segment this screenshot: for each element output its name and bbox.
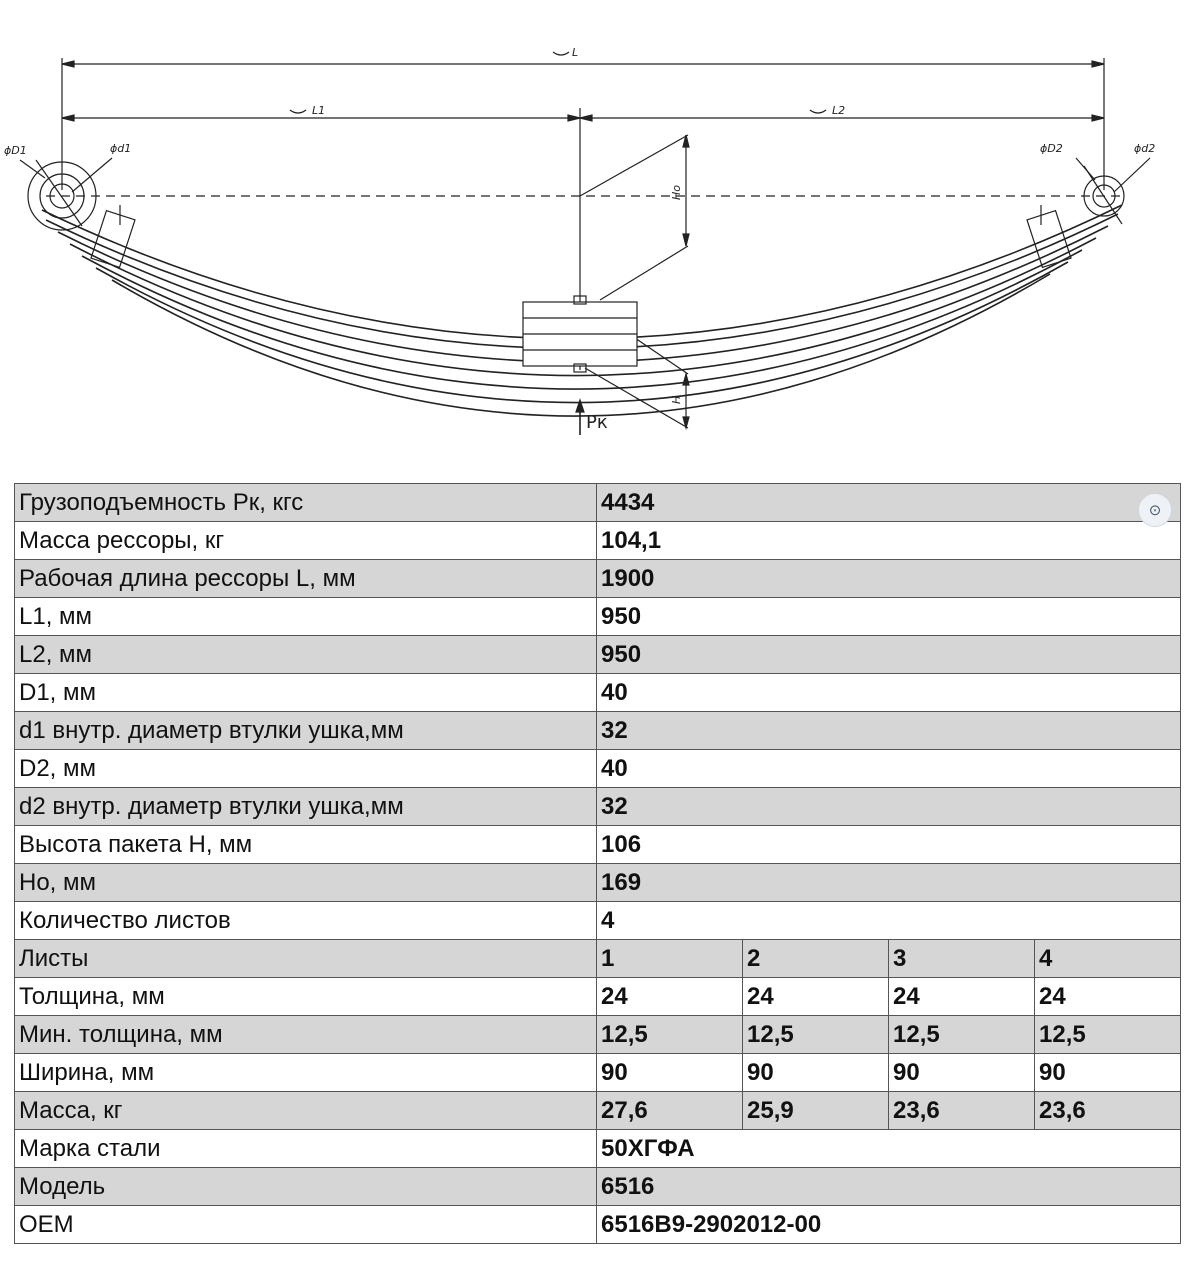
spec-value: 25,9	[743, 1092, 889, 1130]
spec-value: 950	[597, 636, 1181, 674]
spec-value: 6516В9-2902012-00	[597, 1206, 1181, 1244]
spec-label: d2 внутр. диаметр втулки ушка,мм	[15, 788, 597, 826]
spec-value: 12,5	[1035, 1016, 1181, 1054]
spec-label: D2, мм	[15, 750, 597, 788]
spec-value: 104,1	[597, 522, 1181, 560]
spec-value: 24	[1035, 978, 1181, 1016]
spec-value: 90	[597, 1054, 743, 1092]
spec-value: 4	[1035, 940, 1181, 978]
table-row	[15, 826, 1181, 864]
spec-value: 169	[597, 864, 1181, 902]
spec-value: 50ХГФА	[597, 1130, 1181, 1168]
spec-value: 90	[743, 1054, 889, 1092]
spec-value: 1900	[597, 560, 1181, 598]
spec-value: 32	[597, 788, 1181, 826]
table-row	[15, 712, 1181, 750]
table-row	[15, 902, 1181, 940]
spec-value: 90	[889, 1054, 1035, 1092]
spec-label: d1 внутр. диаметр втулки ушка,мм	[15, 712, 597, 750]
spec-value: 4434	[597, 484, 1181, 522]
spec-label: L2, мм	[15, 636, 597, 674]
spec-label: Марка стали	[15, 1130, 597, 1168]
spec-label: Листы	[15, 940, 597, 978]
table-row	[15, 636, 1181, 674]
leaf-spring-drawing	[0, 0, 1200, 470]
spec-value: 40	[597, 750, 1181, 788]
spec-value: 2	[743, 940, 889, 978]
spec-value: 23,6	[889, 1092, 1035, 1130]
label-L: L	[572, 46, 579, 59]
table-row	[15, 864, 1181, 902]
spec-label: D1, мм	[15, 674, 597, 712]
spec-value: 1	[597, 940, 743, 978]
spec-value: 6516	[597, 1168, 1181, 1206]
table-row	[15, 940, 1181, 978]
spec-label: Масса рессоры, кг	[15, 522, 597, 560]
spec-label: L1, мм	[15, 598, 597, 636]
spec-value: 12,5	[743, 1016, 889, 1054]
table-row	[15, 978, 1181, 1016]
spec-label: Толщина, мм	[15, 978, 597, 1016]
label-Pk: Pк	[586, 412, 608, 433]
table-row	[15, 674, 1181, 712]
label-D1: ϕD1	[4, 144, 27, 157]
table-row	[15, 598, 1181, 636]
spec-value: 12,5	[889, 1016, 1035, 1054]
table-row	[15, 560, 1181, 598]
table-row	[15, 1016, 1181, 1054]
spec-value: 4	[597, 902, 1181, 940]
spec-value: 3	[889, 940, 1035, 978]
label-Ho: Ho	[670, 184, 683, 200]
table-row	[15, 788, 1181, 826]
label-D2: ϕD2	[1040, 142, 1063, 155]
spec-value: 950	[597, 598, 1181, 636]
spec-label: Ширина, мм	[15, 1054, 597, 1092]
table-row	[15, 1054, 1181, 1092]
spec-label: Мин. толщина, мм	[15, 1016, 597, 1054]
table-row	[15, 1206, 1181, 1244]
spec-value: 23,6	[1035, 1092, 1181, 1130]
label-L2: L2	[832, 104, 846, 117]
spec-label: OEM	[15, 1206, 597, 1244]
spec-value: 24	[889, 978, 1035, 1016]
spec-label: Грузоподъемность Рк, кгс	[15, 484, 597, 522]
spec-value: 40	[597, 674, 1181, 712]
specs-table	[14, 483, 1181, 1244]
spec-value: 90	[1035, 1054, 1181, 1092]
spec-value: 106	[597, 826, 1181, 864]
spec-label: Высота пакета H, мм	[15, 826, 597, 864]
spec-value: 12,5	[597, 1016, 743, 1054]
label-d1: ϕd1	[110, 142, 132, 155]
table-row	[15, 484, 1181, 522]
spec-label: Ho, мм	[15, 864, 597, 902]
spec-label: Масса, кг	[15, 1092, 597, 1130]
table-row	[15, 1130, 1181, 1168]
label-H: H	[670, 395, 683, 404]
spec-value: 32	[597, 712, 1181, 750]
table-row	[15, 1092, 1181, 1130]
spec-label: Количество листов	[15, 902, 597, 940]
spec-value: 27,6	[597, 1092, 743, 1130]
visual-search-icon[interactable]: ⊙	[1138, 493, 1172, 527]
label-L1: L1	[312, 104, 326, 117]
table-row	[15, 522, 1181, 560]
table-row	[15, 750, 1181, 788]
spec-label: Рабочая длина рессоры L, мм	[15, 560, 597, 598]
spec-label: Модель	[15, 1168, 597, 1206]
label-d2: ϕd2	[1134, 142, 1156, 155]
spec-value: 24	[743, 978, 889, 1016]
spec-value: 24	[597, 978, 743, 1016]
table-row	[15, 1168, 1181, 1206]
